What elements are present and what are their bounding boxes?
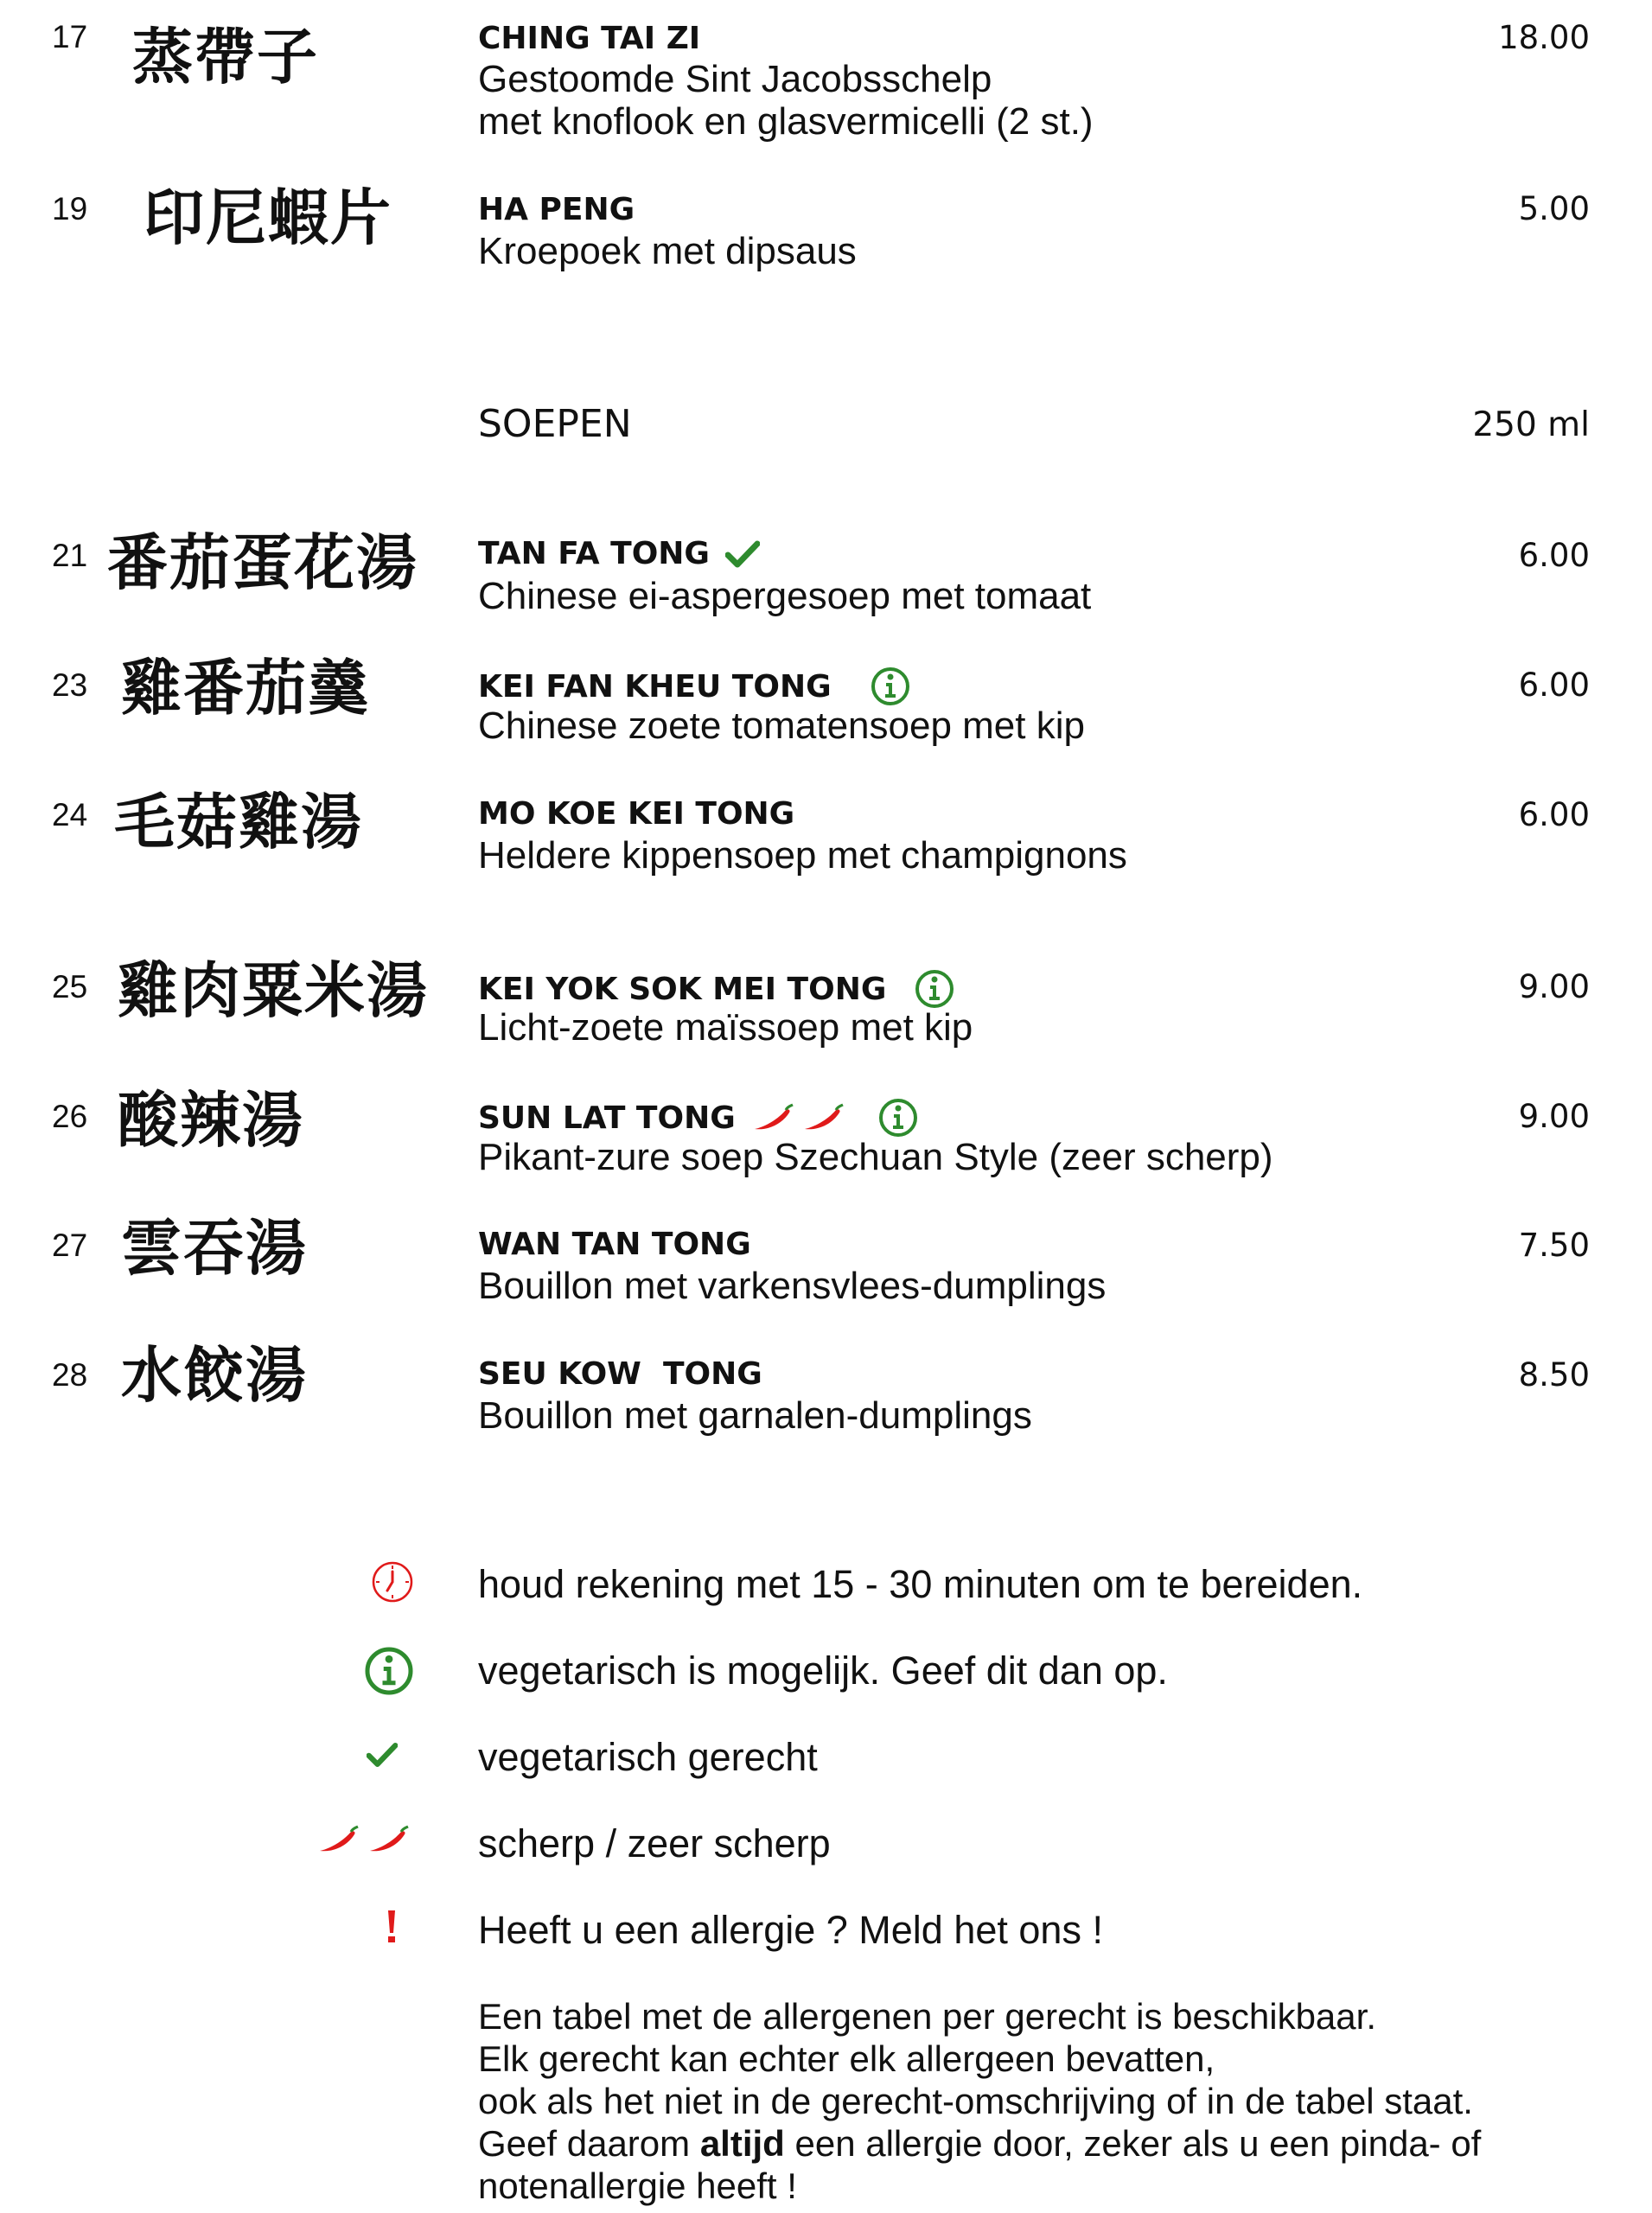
- item-description: Heldere kippensoep met champignons: [478, 834, 1127, 877]
- item-name-text: HA PENG: [478, 192, 635, 227]
- item-price: 6.00: [1518, 666, 1590, 704]
- section-unit: 250 ml: [1472, 405, 1590, 444]
- item-chinese-name: 雞番茄羹: [121, 652, 370, 724]
- item-name: [478, 1097, 919, 1138]
- legend-text: Heeft u een allergie ? Meld het ons !: [478, 1908, 1103, 1952]
- item-number: 17: [52, 19, 88, 54]
- allergen-note-line: Een tabel met de allergenen per gerecht is beschikbaar.: [478, 1996, 1376, 2037]
- section-title: SOEPEN: [478, 402, 632, 446]
- allergen-note-text: een allergie door, zeker als u een pinda- of: [784, 2123, 1482, 2164]
- item-name-text: SEU KOW TONG: [478, 1356, 762, 1392]
- item-number: 26: [52, 1099, 88, 1134]
- legend-text: vegetarisch gerecht: [478, 1735, 818, 1779]
- item-name-text: WAN TAN TONG: [478, 1227, 751, 1262]
- legend-icon-cell: [328, 1560, 415, 1604]
- item-name-text: KEI FAN KHEU TONG: [478, 668, 832, 705]
- item-name-text: TAN FA TONG: [478, 536, 710, 571]
- item-description: Chinese ei-aspergesoep met tomaat: [478, 575, 1092, 617]
- legend-icon-cell: [328, 1645, 415, 1697]
- item-description: Kroepoek met dipsaus: [478, 230, 857, 272]
- legend-icon-cell: [328, 1738, 398, 1772]
- info-icon: [363, 1645, 415, 1697]
- allergen-note-text: Geef daarom: [478, 2123, 700, 2164]
- item-price: 9.00: [1518, 968, 1590, 1005]
- allergen-note-line: [478, 2122, 1481, 2165]
- item-number: 23: [52, 667, 88, 703]
- item-price: 5.00: [1518, 190, 1590, 227]
- clock-icon: [370, 1559, 415, 1604]
- item-description: Pikant-zure soep Szechuan Style (zeer scherp): [478, 1136, 1273, 1178]
- chili-pepper-icon: [751, 1103, 794, 1132]
- item-chinese-name: 酸辣湯: [118, 1084, 304, 1156]
- item-price: 8.50: [1518, 1356, 1590, 1393]
- item-number: 24: [52, 797, 88, 832]
- chili-pepper-icon: [316, 1825, 360, 1854]
- item-number: 19: [52, 191, 88, 226]
- chili-pepper-icon: [366, 1825, 411, 1854]
- item-name-text: CHING TAI ZI: [478, 21, 701, 56]
- item-chinese-name: 雲吞湯: [121, 1212, 308, 1284]
- item-description: [478, 58, 1094, 143]
- item-name-text: KEI YOK SOK MEI TONG: [478, 971, 887, 1007]
- item-price: 6.00: [1518, 537, 1590, 574]
- check-icon: [367, 1742, 398, 1768]
- item-price: 6.00: [1518, 796, 1590, 833]
- item-number: 27: [52, 1228, 88, 1263]
- allergen-note-line: notenallergie heeft !: [478, 2165, 797, 2206]
- legend-text: vegetarisch is mogelijk. Geef dit dan op.: [478, 1649, 1168, 1693]
- legend-text: houd rekening met 15 - 30 minuten om te bereiden.: [478, 1562, 1363, 1606]
- item-chinese-name: 雞肉粟米湯: [118, 954, 429, 1026]
- item-name-text: MO KOE KEI TONG: [478, 796, 795, 832]
- item-chinese-name: 水餃湯: [121, 1339, 308, 1411]
- item-price: 7.50: [1518, 1227, 1590, 1264]
- item-number: 25: [52, 969, 88, 1004]
- allergen-note: [478, 1995, 1481, 2207]
- exclamation-icon: [386, 1909, 398, 1943]
- item-description: Bouillon met varkensvlees-dumplings: [478, 1265, 1107, 1307]
- item-name: [478, 536, 760, 571]
- item-name: [478, 192, 635, 227]
- item-number: 28: [52, 1357, 88, 1393]
- item-name: [478, 1356, 762, 1392]
- allergen-note-emphasis: altijd: [699, 2123, 785, 2164]
- item-chinese-name: 番茄蛋花湯: [107, 526, 418, 598]
- allergen-note-line: ook als het niet in de gerecht-omschrijving of in de tabel staat.: [478, 2081, 1473, 2121]
- item-number: 21: [52, 538, 88, 573]
- legend-icon-cell: [328, 1904, 398, 1948]
- info-icon: [914, 968, 955, 1010]
- item-chinese-name: 毛菇雞湯: [114, 786, 363, 858]
- item-description: Licht-zoete maïssoep met kip: [478, 1006, 973, 1049]
- info-icon: [877, 1097, 919, 1138]
- item-description: Bouillon met garnalen-dumplings: [478, 1394, 1032, 1437]
- chili-pepper-icon: [801, 1103, 845, 1132]
- item-price: 18.00: [1498, 19, 1590, 56]
- info-icon: [870, 666, 911, 707]
- legend-text: scherp / zeer scherp: [478, 1821, 831, 1865]
- item-name-text: SUN LAT TONG: [478, 1100, 736, 1136]
- item-chinese-name: 蒸帶子: [132, 21, 319, 92]
- item-name: [478, 968, 955, 1010]
- item-name: [478, 796, 794, 832]
- allergen-note-line: Elk gerecht kan echter elk allergeen bevatten,: [478, 2038, 1215, 2079]
- item-description-line: met knoflook en glasvermicelli (2 st.): [478, 100, 1094, 143]
- check-icon: [725, 540, 760, 568]
- item-description-line: Gestoomde Sint Jacobsschelp: [478, 58, 992, 100]
- item-price: 9.00: [1518, 1098, 1590, 1135]
- item-description: Chinese zoete tomatensoep met kip: [478, 705, 1085, 747]
- item-chinese-name: 印尼蝦片: [144, 182, 392, 253]
- item-name: [478, 1227, 751, 1262]
- legend-icon-cell: [303, 1822, 411, 1857]
- item-name: [478, 21, 700, 56]
- item-name: [478, 666, 911, 707]
